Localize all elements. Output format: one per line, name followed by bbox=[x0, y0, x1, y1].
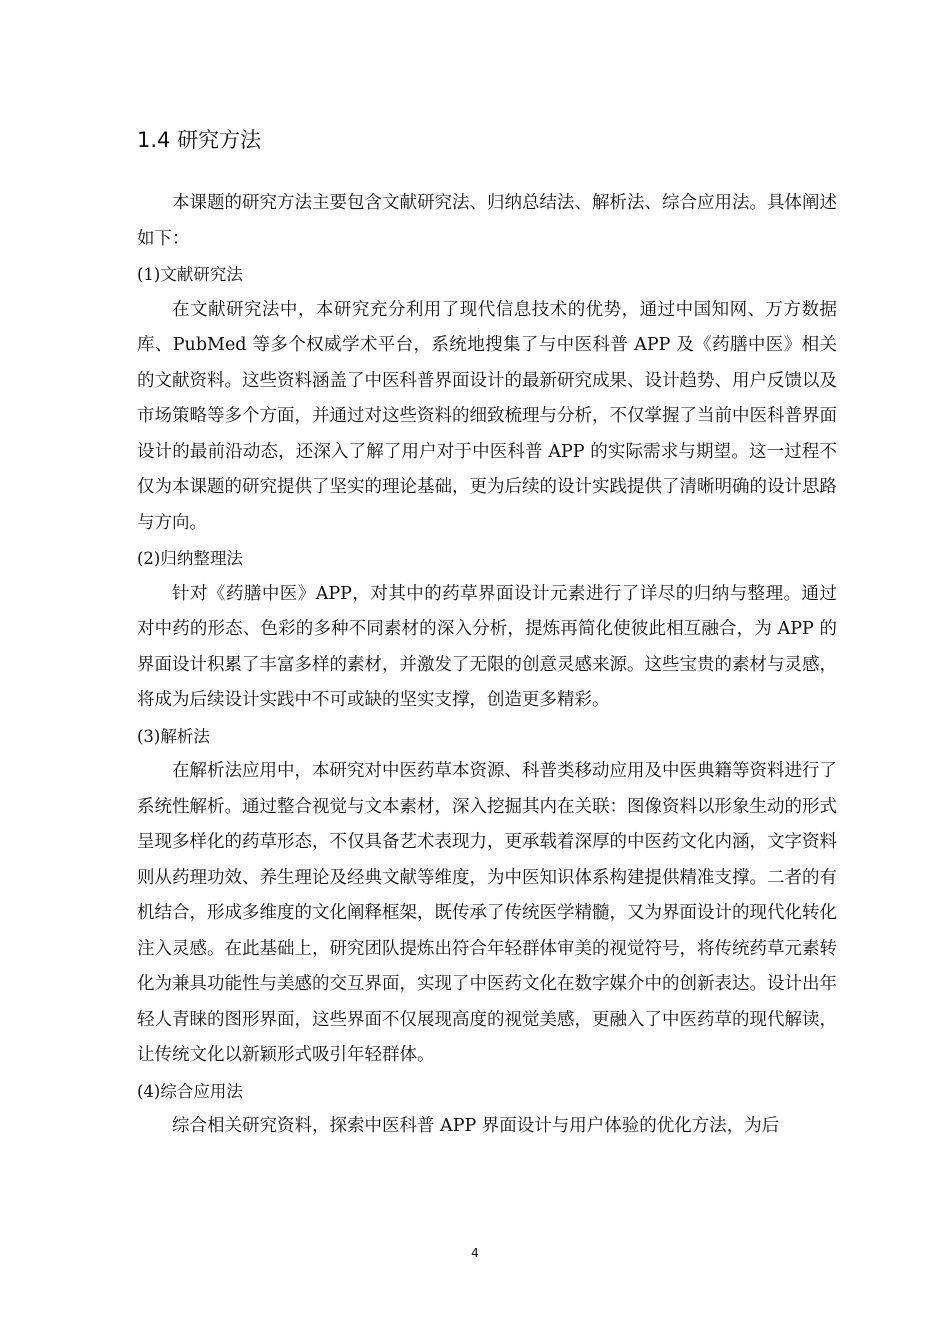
paragraph-induction: 针对《药膳中医》APP，对其中的药草界面设计元素进行了详尽的归纳与整理。通过对中药的形态、色彩的多种不同素材的深入分析，提炼再简化使彼此相互融合，为 APP 的界面设计积累了丰富多样的素材，并激发了无限的创意灵感来源。这些宝贵的素材与灵感，将成为后续设计实践中不可或缺的坚实支撑，创造更多精彩。 bbox=[137, 583, 837, 710]
section-heading: 1.4 研究方法 bbox=[137, 128, 262, 152]
body-text bbox=[137, 186, 837, 1145]
page-number: 4 bbox=[471, 1246, 479, 1260]
intro-paragraph: 本课题的研究方法主要包含文献研究法、归纳总结法、解析法、综合应用法。具体阐述如下： bbox=[137, 193, 837, 249]
subsection-title-induction: (2)归纳整理法 bbox=[137, 549, 243, 568]
paragraph-literature: 在文献研究法中，本研究充分利用了现代信息技术的优势，通过中国知网、万方数据库、PubMed 等多个权威学术平台，系统地搜集了与中医科普 APP 及《药膳中医》相关的文献资料。这些资料涵盖了中医科普界面设计的最新研究成果、设计趋势、用户反馈以及市场策略等多个方面，并通过对这些资料的细致梳理与分析，不仅掌握了当前中医科普界面设计的最前沿动态，还深入了解了用户对于中医科普 APP 的实际需求与期望。这一过程不仅为本课题的研究提供了坚实的理论基础，更为后续的设计实践提供了清晰明确的设计思路与方向。 bbox=[137, 299, 837, 533]
subsection-title-literature: (1)文献研究法 bbox=[137, 265, 243, 284]
paragraph-application: 综合相关研究资料，探索中医科普 APP 界面设计与用户体验的优化方法，为后 bbox=[172, 1116, 780, 1136]
subsection-title-analysis: (3)解析法 bbox=[137, 726, 210, 746]
paragraph-analysis: 在解析法应用中，本研究对中医药草本资源、科普类移动应用及中医典籍等资料进行了系统性解析。通过整合视觉与文本素材，深入挖掘其内在关联：图像资料以形象生动的形式呈现多样化的药草形态，不仅具备艺术表现力，更承载着深厚的中医药文化内涵，文字资料则从药理功效、养生理论及经典文献等维度，为中医知识体系构建提供精准支撑。二者的有机结合，形成多维度的文化阐释框架，既传承了传统医学精髓，又为界面设计的现代化转化注入灵感。在此基础上，研究团队提炼出符合年轻群体审美的视觉符号，将传统药草元素转化为兼具功能性与美感的交互界面，实现了中医药文化在数字媒介中的创新表达。设计出年轻人青睐的图形界面，这些界面不仅展现高度的视觉美感，更融入了中医药草的现代解读，让传统文化以新颖形式吸引年轻群体。 bbox=[137, 761, 837, 1065]
subsection-title-application: (4)综合应用法 bbox=[137, 1081, 243, 1101]
